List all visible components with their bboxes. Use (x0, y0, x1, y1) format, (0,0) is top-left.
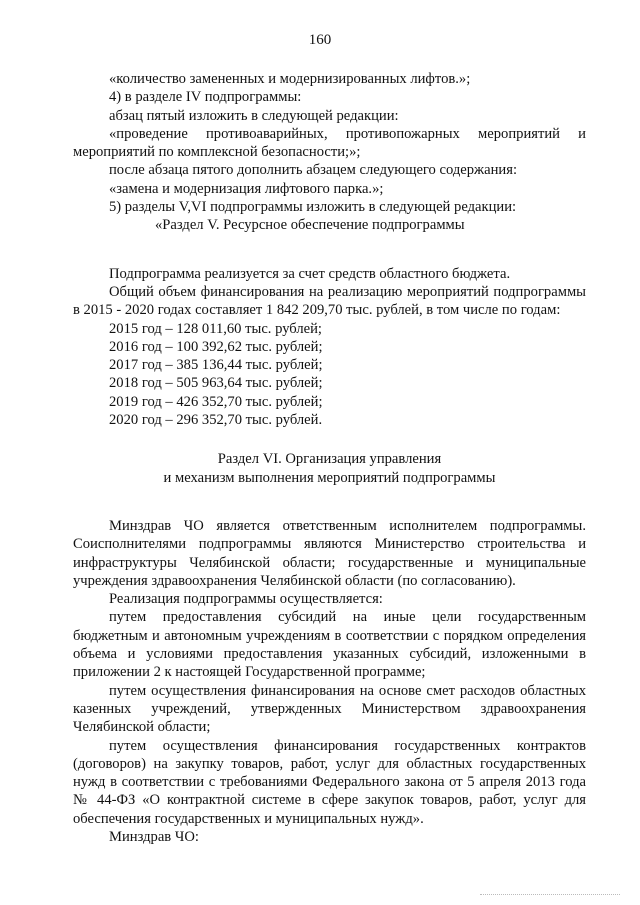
funding-by-year-list (73, 320, 586, 430)
paragraph: Минздрав ЧО является ответственным исполнителем подпрограммы. Соисполнителями подпрограммы являются Министерство строительства и инфраструктуры Челябинской области; государственные и муниципальные учреждения здравоохранения Челябинской области (по согласованию). (73, 517, 586, 589)
list-item: 2018 год – 505 963,64 тыс. рублей; (109, 375, 323, 392)
paragraph: после абзаца пятого дополнить абзацем следующего содержания: (109, 162, 517, 179)
page-number: 160 (308, 32, 332, 48)
paragraph: 5) разделы V,VI подпрограммы изложить в следующей редакции: (109, 199, 517, 216)
paragraph: путем осуществления финансирования на основе смет расходов областных казенных учреждений, утвержденных Министерством здравоохранения Челябинской области; (73, 682, 586, 736)
document-body (73, 70, 586, 846)
scan-artifact (480, 894, 620, 898)
paragraph: Общий объем финансирования на реализацию мероприятий подпрограммы в 2015 - 2020 годах составляет 1 842 209,70 тыс. рублей, в том числе по годам: (73, 283, 586, 319)
paragraph: «количество замененных и модернизированных лифтов.»; (109, 71, 471, 87)
spacer (73, 487, 586, 517)
spacer (73, 429, 586, 450)
paragraph: Подпрограмма реализуется за счет средств областного бюджета. (109, 265, 511, 282)
section-6-title-line-2: и механизм выполнения мероприятий подпрограммы (163, 469, 496, 486)
paragraph: «замена и модернизация лифтового парка.»; (109, 180, 384, 197)
paragraph: 4) в разделе IV подпрограммы: (109, 89, 302, 106)
paragraph: путем осуществления финансирования государственных контрактов (договоров) на закупку товаров, работ, услуг для областных государственных нужд в соответствии с требованиями Федерального закона от 5 апреля 2013 года № 44-ФЗ «О контрактной системе в сфере закупок товаров, работ, услуг для обеспечения государственных и муниципальных нужд». (73, 737, 586, 827)
section-6-title-line-1: Раздел VI. Организация управления (217, 451, 442, 468)
list-item: 2015 год – 128 011,60 тыс. рублей; (109, 320, 322, 337)
section-5-title: «Раздел V. Ресурсное обеспечение подпрограммы (155, 217, 465, 234)
paragraph: Реализация подпрограммы осуществляется: (109, 591, 383, 608)
list-item: 2020 год – 296 352,70 тыс. рублей. (109, 412, 323, 429)
paragraph: путем предоставления субсидий на иные цели государственным бюджетным и автономным учреждениям в соответствии с порядком определения объема и условиями предоставления указанных субсидий, изложенными в приложении 2 к настоящей Государственной программе; (73, 609, 586, 681)
paragraph: Минздрав ЧО: (109, 828, 199, 845)
spacer (73, 235, 586, 265)
paragraph: абзац пятый изложить в следующей редакции: (109, 107, 399, 124)
list-item: 2016 год – 100 392,62 тыс. рублей; (109, 338, 323, 355)
list-item: 2017 год – 385 136,44 тыс. рублей; (109, 357, 323, 374)
list-item: 2019 год – 426 352,70 тыс. рублей; (109, 393, 323, 410)
paragraph: «проведение противоаварийных, противопожарных мероприятий и мероприятий по комплексной безопасности;»; (73, 125, 586, 161)
